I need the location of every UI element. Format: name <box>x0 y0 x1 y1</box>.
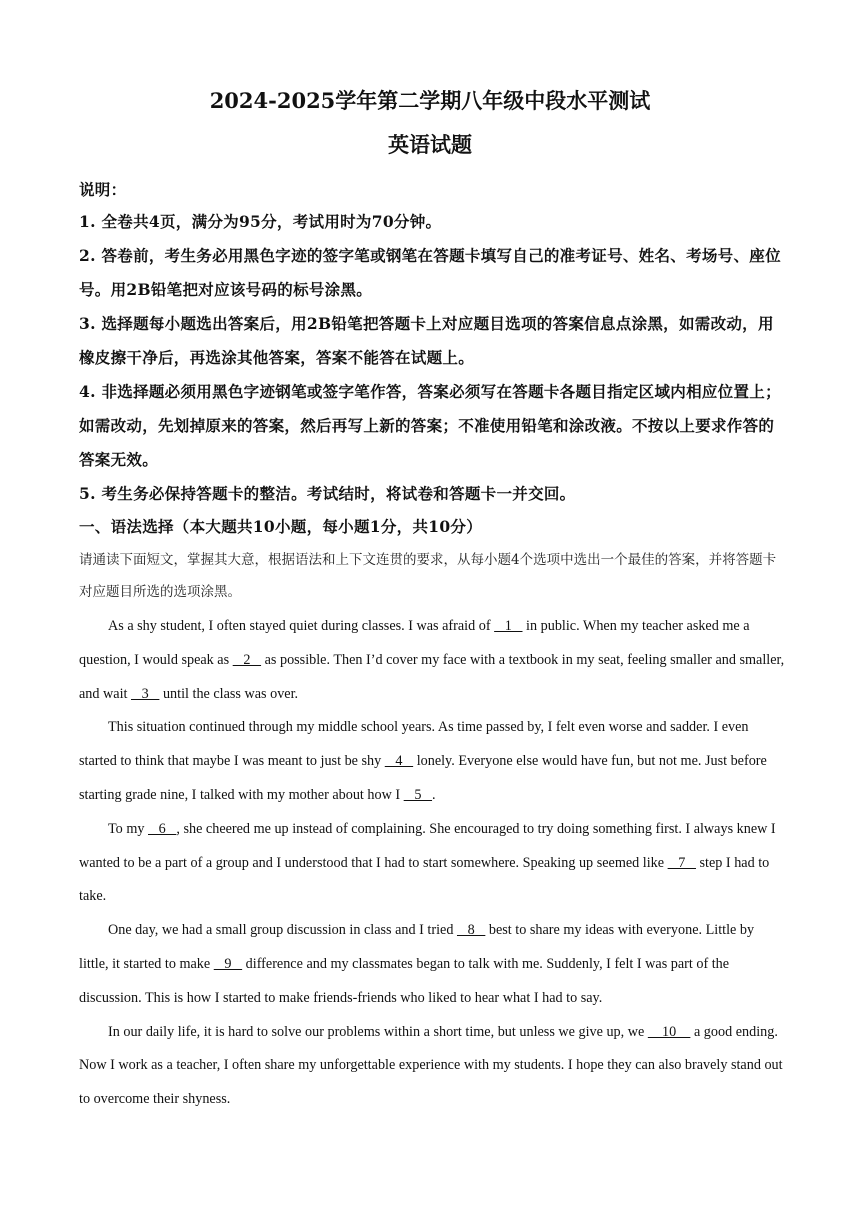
passage <box>79 610 785 1117</box>
instruction-item-2: 2. 答卷前，考生务必用黑色字迹的签字笔或钢笔在答题卡填写自己的准考证号、姓名、考场号、座位号。用2B铅笔把对应该号码的标号涂黑。 <box>79 246 781 299</box>
blank-4: 4 <box>384 753 414 770</box>
passage-text: in public. When my teacher asked me a question, I would speak as <box>79 618 750 668</box>
passage-text: difference and my classmates began to talk with me. Suddenly, I felt I was part of the discussion. This is how I started to make friends-friends who liked to hear what I had to say. <box>79 955 730 1006</box>
passage-text: This situation continued through my middle school years. As time passed by, I felt even worse and sadder. I even started to think that maybe I was meant to just be shy <box>79 719 749 770</box>
passage-text: lonely. Everyone else would have fun, but not me. Just before starting grade nine, I talked with my mother about how I <box>79 753 767 803</box>
passage-text: a good ending. Now I work as a teacher, I often share my unforgettable experience with my students. I hope they can also bravely stand out to overcome their shyness. <box>79 1023 783 1108</box>
passage-paragraph-5 <box>79 1016 785 1117</box>
passage-text: As a shy student, I often stayed quiet during classes. I was afraid of <box>108 618 495 634</box>
section-description: 请通读下面短文，掌握其大意，根据语法和上下文连贯的要求，从每小题4个选项中选出一个最佳的答案，并将答题卡对应题目所选的选项涂黑。 <box>79 552 777 600</box>
blank-7: 7 <box>667 854 696 871</box>
passage-text: until the class was over. <box>159 685 299 702</box>
passage-text: In our daily life, it is hard to solve our problems within a short time, but unless we give up, we <box>108 1023 648 1040</box>
blank-6: 6 <box>148 820 177 837</box>
instruction-item-5: 5. 考生务必保持答题卡的整洁。考试结时，将试卷和答题卡一并交回。 <box>79 484 576 503</box>
section-heading: 一、语法选择（本大题共10小题，每小题1分，共10分） <box>79 517 483 536</box>
instruction-item-3: 3. 选择题每小题选出答案后，用2B铅笔把答题卡上对应题目选项的答案信息点涂黑，如需改动，用橡皮擦干净后，再选涂其他答案，答案不能答在试题上。 <box>79 314 774 367</box>
passage-text: best to share my ideas with everyone. Little by little, it started to make <box>79 922 755 972</box>
blank-5: 5 <box>403 786 433 803</box>
instruction-item-4: 4. 非选择题必须用黑色字迹钢笔或签字笔作答，答案必须写在答题卡各题目指定区域内相应位置上；如需改动，先划掉原来的答案，然后再写上新的答案；不准使用铅笔和涂改液。不按以上要求作答的答案无效。 <box>79 382 781 469</box>
passage-text: To my <box>108 820 148 837</box>
passage-text: One day, we had a small group discussion in class and I tried <box>108 922 457 939</box>
blank-1: 1 <box>494 618 523 634</box>
passage-text: as possible. Then I’d cover my face with a textbook in my seat, feeling smaller and smaller, and wait <box>79 651 785 702</box>
blank-3: 3 <box>131 685 160 702</box>
blank-8: 8 <box>456 922 486 939</box>
exam-subtitle: 英语试题 <box>388 132 472 157</box>
passage-paragraph-4 <box>79 914 785 1015</box>
passage-text: step I had to take. <box>79 854 770 905</box>
blank-10: 10 <box>647 1023 691 1040</box>
exam-title: 2024-2025学年第二学期八年级中段水平测试 <box>209 88 651 113</box>
passage-paragraph-1 <box>79 610 785 711</box>
passage-text: , she cheered me up instead of complaining. She encouraged to try doing something first. I always knew I wanted to be a part of a group and I understood that I had to start somewhere. Speaking up seemed like <box>79 820 776 871</box>
blank-2: 2 <box>232 651 262 668</box>
passage-text: . <box>432 786 436 803</box>
blank-9: 9 <box>213 955 243 972</box>
passage-paragraph-3 <box>79 813 785 914</box>
instructions-label: 说明： <box>79 180 127 199</box>
passage-paragraph-2 <box>79 711 785 812</box>
instruction-item-1: 1. 全卷共4页，满分为95分，考试用时为70分钟。 <box>79 212 442 231</box>
